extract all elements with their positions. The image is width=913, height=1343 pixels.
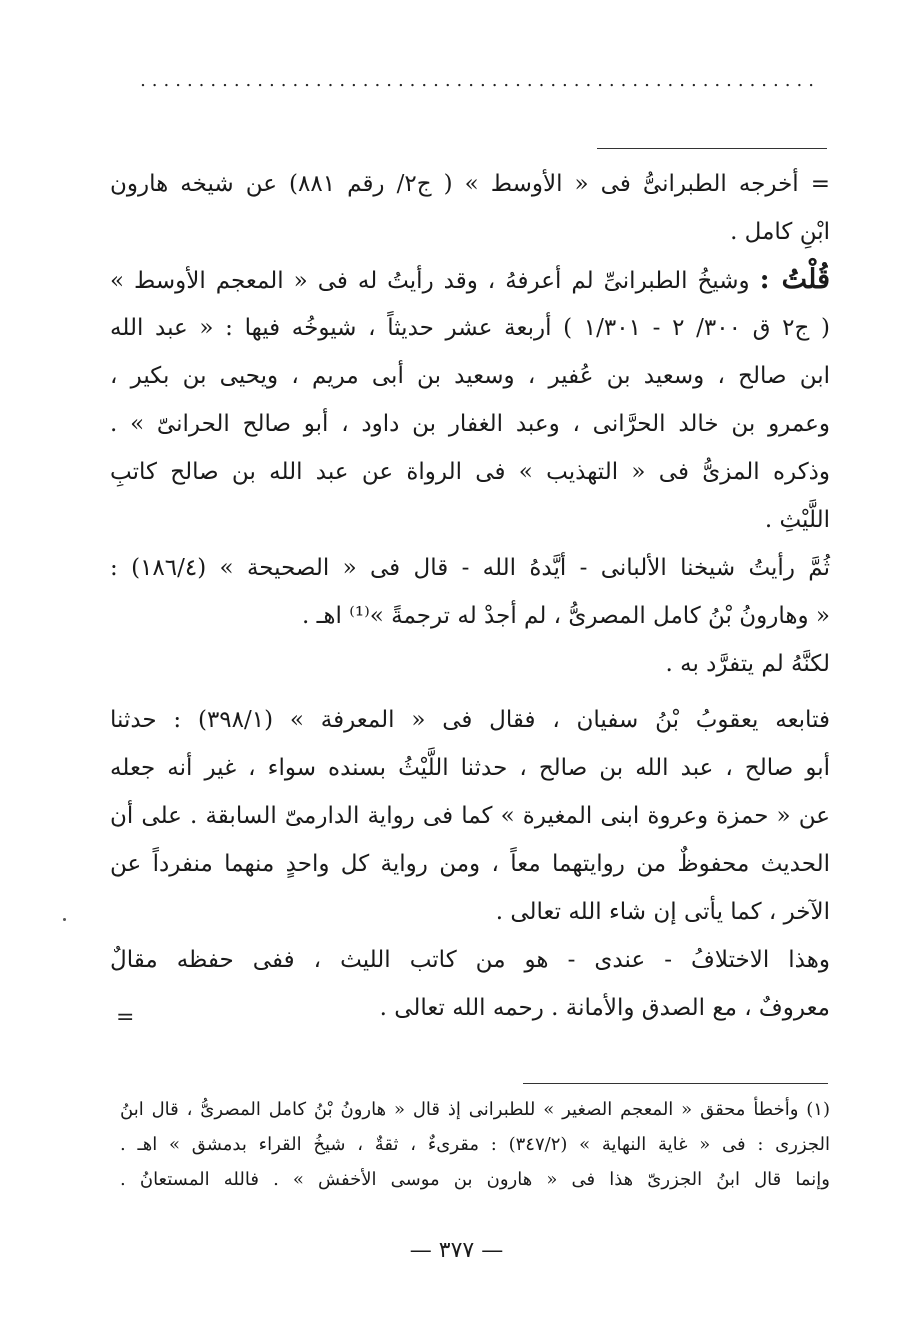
text-line bbox=[110, 256, 830, 304]
line-text: ثُمَّ رأيتُ شيخنا الألبانى - أيَّدهُ الله - قال فى « الصحيحة » (١٨٦/٤) : bbox=[110, 555, 830, 581]
text-line bbox=[110, 160, 830, 208]
text-line bbox=[110, 400, 830, 448]
text-line bbox=[110, 888, 830, 936]
footnote-rule bbox=[523, 1083, 828, 1084]
line-text: « وهارونُ بْنُ كامل المصرىُّ ، لم أجدْ له ترجمةً »⁽¹⁾ اهـ . bbox=[302, 603, 830, 629]
line-text: اللَّيْثِ . bbox=[764, 507, 830, 533]
page-number: — ٣٧٧ — bbox=[409, 1238, 504, 1263]
text-line bbox=[110, 448, 830, 496]
line-text: ابن صالح ، وسعيد بن عُفير ، وسعيد بن أبى مريم ، ويحيى بن بكير ، bbox=[110, 363, 830, 389]
line-text: عن « حمزة وعروة ابنى المغيرة » كما فى رواية الدارمىّ السابقة . على أن bbox=[110, 803, 830, 829]
text-line bbox=[110, 936, 830, 984]
line-text: = أخرجه الطبرانىُّ فى « الأوسط » ( ج٢/ رقم ٨٨١) عن شيخه هارون bbox=[110, 171, 831, 197]
main-text bbox=[110, 160, 830, 1032]
text-line bbox=[110, 496, 830, 544]
lead-word: قُلْتُ : bbox=[759, 264, 831, 295]
line-text: ( ج٢ ق ٣٠٠/ ٢ - ١/٣٠١ ) أربعة عشر حديثاً ، شيوخُه فيها : « عبد الله bbox=[110, 315, 831, 341]
text-line bbox=[110, 840, 830, 888]
line-text: أبو صالح ، عبد الله بن صالح ، حدثنا اللَّيْثُ بسنده سواء ، غير أنه جعله bbox=[110, 755, 830, 781]
continuation-mark: = bbox=[116, 1005, 135, 1030]
line-text: معروفٌ ، مع الصدق والأمانة . رحمه الله تعالى . bbox=[379, 995, 830, 1021]
text-line bbox=[110, 744, 830, 792]
text-line bbox=[110, 984, 830, 1032]
footnote-line: وإنما قال ابنُ الجزرىّ هذا فى « هارون بن موسى الأخفش » . فالله المستعانُ . bbox=[120, 1169, 830, 1190]
line-text: وشيخُ الطبرانىِّ لم أعرفهُ ، وقد رأيتُ له فى « المعجم الأوسط » bbox=[110, 268, 750, 294]
text-line bbox=[110, 592, 830, 640]
dotted-separator: .......................................................... bbox=[140, 70, 820, 90]
footnotes bbox=[120, 1092, 830, 1197]
margin-dot bbox=[63, 918, 66, 921]
line-text: ابْنِ كامل . bbox=[730, 219, 830, 245]
text-line bbox=[110, 640, 830, 688]
footnote-line: (١) وأخطأ محقق « المعجم الصغير » للطبرانى إذ قال « هارونُ بْنُ كامل المصرىُّ ، قال ابنُ bbox=[120, 1099, 830, 1120]
line-text: وعمرو بن خالد الحرَّانى ، وعبد الغفار بن داود ، أبو صالح الحرانىّ » . bbox=[110, 411, 830, 437]
line-text: فتابعه يعقوبُ بْنُ سفيان ، فقال فى « المعرفة » (٣٩٨/١) : حدثنا bbox=[110, 707, 831, 733]
line-text: وذكره المزىُّ فى « التهذيب » فى الرواة عن عبد الله بن صالح كاتبِ bbox=[110, 459, 830, 485]
text-line bbox=[110, 544, 830, 592]
line-text: الآخر ، كما يأتى إن شاء الله تعالى . bbox=[495, 899, 830, 925]
line-text: الحديث محفوظٌ من روايتهما معاً ، ومن رواية كل واحدٍ منهما منفرداً عن bbox=[110, 851, 830, 877]
top-rule bbox=[597, 148, 827, 149]
text-line bbox=[110, 304, 830, 352]
text-line bbox=[110, 696, 830, 744]
text-line bbox=[110, 792, 830, 840]
line-text: لكنَّهُ لم يتفرَّد به . bbox=[665, 651, 830, 677]
text-line bbox=[110, 352, 830, 400]
footnote-line: الجزرى : فى « غاية النهاية » (٣٤٧/٢) : مقرىءٌ ، ثقةٌ ، شيخُ القراء بدمشق » اهـ . bbox=[120, 1134, 830, 1155]
line-text: وهذا الاختلافُ - عندى - هو من كاتب الليث ، ففى حفظه مقالٌ bbox=[110, 947, 830, 973]
text-line bbox=[110, 208, 830, 256]
paragraph-gap bbox=[110, 688, 830, 696]
